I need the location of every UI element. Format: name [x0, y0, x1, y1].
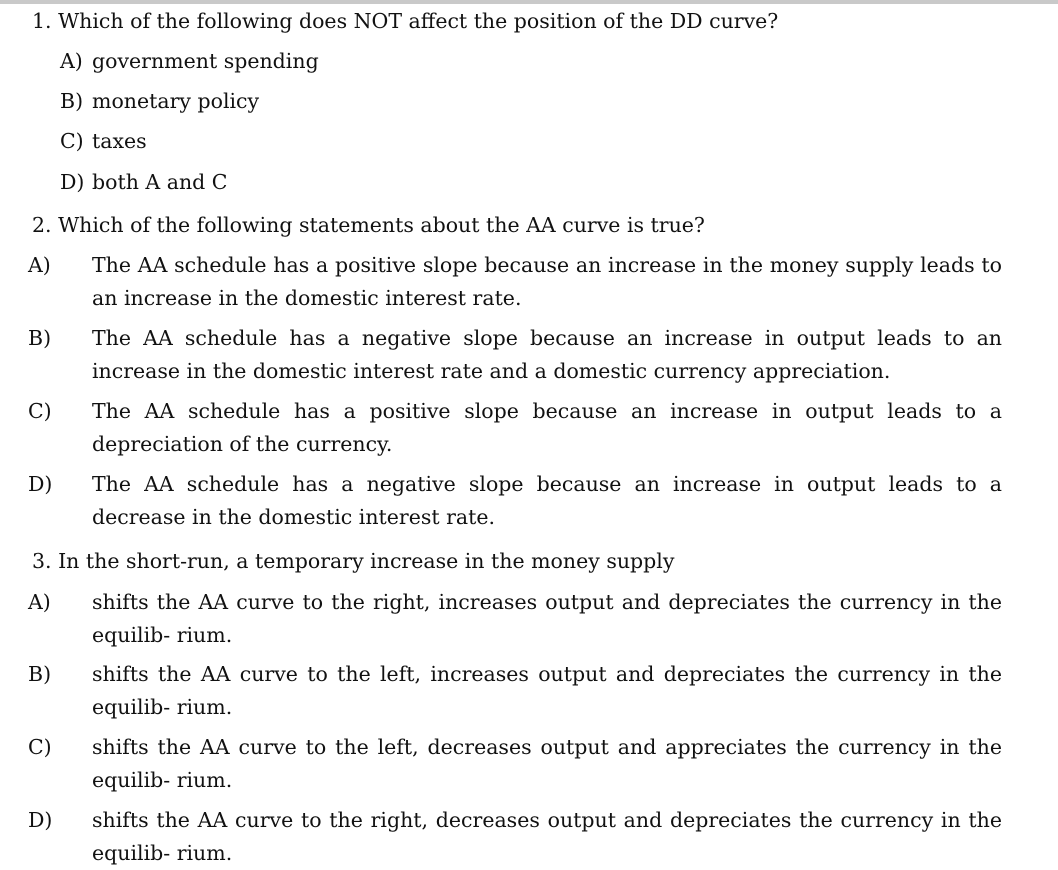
q3-option-c[interactable] [28, 731, 1002, 797]
question-2-text: 2. Which of the following statements about the AA curve is true? [32, 213, 705, 237]
option-label: C) [28, 399, 52, 423]
option-label: B) [28, 662, 52, 686]
option-text: shifts the AA curve to the right, decreases output and depreciates the currency in the equilib- rium. [92, 808, 1002, 865]
option-label: A) [28, 253, 51, 277]
q2-option-c[interactable] [28, 395, 1002, 461]
q2-option-b[interactable] [28, 322, 1002, 388]
option-text: government spending [92, 49, 319, 73]
option-label: D) [60, 170, 85, 194]
option-text: The AA schedule has a negative slope because an increase in output leads to a decrease in the domestic interest rate. [92, 472, 1002, 529]
q1-option-c[interactable] [60, 125, 1002, 158]
option-text: monetary policy [92, 89, 260, 113]
q2-option-a[interactable] [28, 249, 1002, 315]
q1-option-a[interactable] [60, 45, 1002, 78]
q2-option-d[interactable] [28, 468, 1002, 534]
question-3-text: 3. In the short-run, a temporary increase in the money supply [32, 549, 675, 573]
option-text: taxes [92, 129, 147, 153]
q3-option-d[interactable] [28, 804, 1002, 870]
q3-option-b[interactable] [28, 658, 1002, 724]
option-label: A) [28, 590, 51, 614]
option-text: both A and C [92, 170, 228, 194]
question-3 [32, 548, 1032, 574]
option-label: B) [28, 326, 52, 350]
option-label: A) [60, 49, 83, 73]
option-text: The AA schedule has a negative slope because an increase in output leads to an increase in the domestic interest rate and a domestic currency appreciation. [92, 326, 1002, 383]
option-text: The AA schedule has a positive slope because an increase in the money supply leads to an increase in the domestic interest rate. [92, 253, 1002, 310]
option-text: shifts the AA curve to the left, decreases output and appreciates the currency in the equilib- rium. [92, 735, 1002, 792]
option-text: The AA schedule has a positive slope because an increase in output leads to a depreciation of the currency. [92, 399, 1002, 456]
option-label: D) [28, 808, 53, 832]
option-text: shifts the AA curve to the right, increases output and depreciates the currency in the equilib- rium. [92, 590, 1002, 647]
option-label: B) [60, 89, 84, 113]
option-label: C) [60, 129, 84, 153]
option-text: shifts the AA curve to the left, increases output and depreciates the currency in the equilib- rium. [92, 662, 1002, 719]
question-2 [32, 212, 1032, 238]
q1-option-d[interactable] [60, 166, 1002, 199]
q1-option-b[interactable] [60, 85, 1002, 118]
option-label: C) [28, 735, 52, 759]
q3-option-a[interactable] [28, 586, 1002, 652]
question-1-text: 1. Which of the following does NOT affect the position of the DD curve? [32, 9, 779, 33]
question-1 [32, 8, 1032, 34]
top-divider [0, 0, 1058, 4]
option-label: D) [28, 472, 53, 496]
